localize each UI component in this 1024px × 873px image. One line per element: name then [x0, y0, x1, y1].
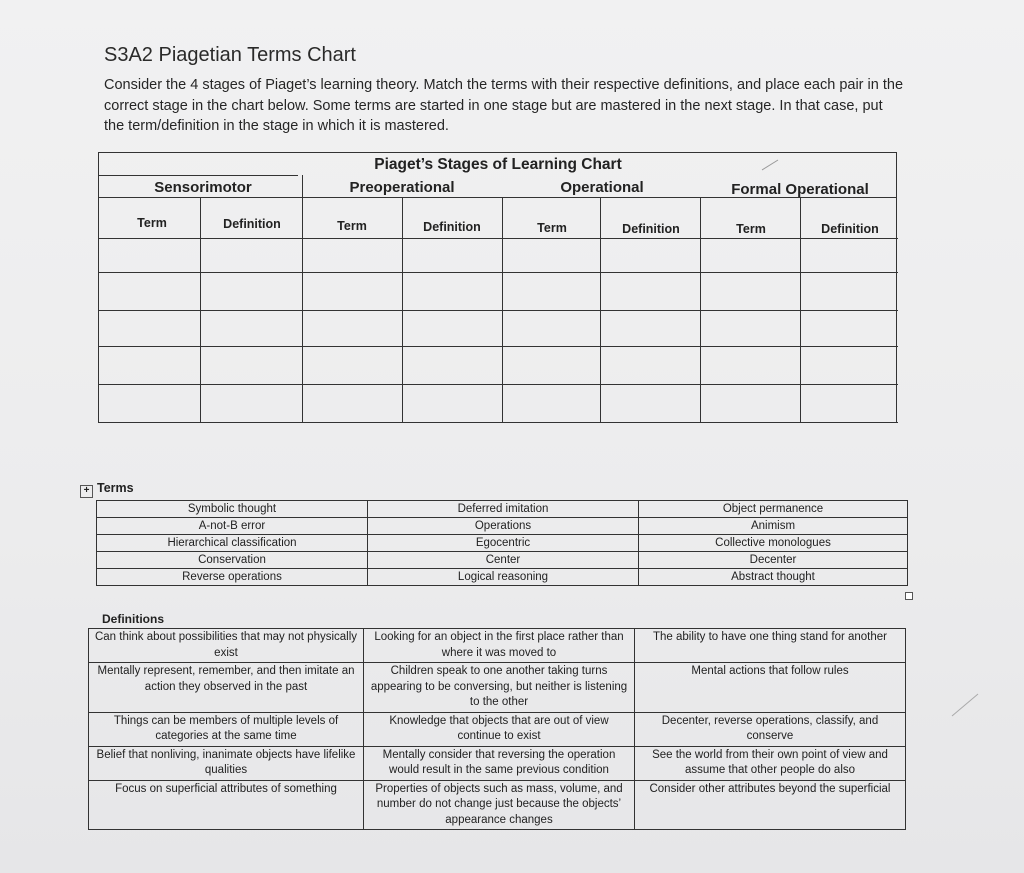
definition-cell: The ability to have one thing stand for another [635, 629, 906, 663]
col-definition: Definition [423, 220, 481, 234]
definition-cell: Properties of objects such as mass, volume, and number do not change just because the objects’ appearance changes [364, 780, 635, 830]
chart-line [98, 346, 898, 347]
definitions-heading: Definitions [102, 612, 164, 626]
table-row [89, 629, 906, 663]
definition-cell: Focus on superficial attributes of something [89, 780, 364, 830]
page-title: S3A2 Piagetian Terms Chart [104, 44, 356, 66]
definition-cell: Belief that nonliving, inanimate objects have lifelike qualities [89, 746, 364, 780]
terms-label: Terms [97, 481, 134, 495]
chart-border-top [98, 152, 896, 153]
chart-line [98, 310, 898, 311]
pencil-mark [950, 690, 980, 720]
stage-preoperational: Preoperational [349, 179, 455, 196]
table-row [97, 535, 908, 552]
table-row [97, 501, 908, 518]
term-cell: A-not-B error [97, 518, 368, 535]
definition-cell: Decenter, reverse operations, classify, and conserve [635, 712, 906, 746]
terms-heading [80, 481, 134, 498]
instructions: Consider the 4 stages of Piaget’s learning theory. Match the terms with their respective definitions, and place each pair in the correct stage in the chart below. Some terms are started in one stage but are mastered in the next stage. In that case, put the term/definition in the stage in which it is mastered. [104, 77, 904, 134]
definition-cell: Mentally represent, remember, and then imitate an action they observed in the past [89, 663, 364, 713]
chart-border-bottom [98, 422, 898, 423]
term-cell: Animism [639, 518, 908, 535]
resize-handle[interactable] [905, 592, 913, 600]
definition-cell: See the world from their own point of view and assume that other people do also [635, 746, 906, 780]
chart-line [98, 175, 298, 176]
move-handle-icon[interactable]: + [80, 485, 93, 498]
col-definition: Definition [223, 217, 281, 231]
chart-line [98, 238, 898, 239]
col-term: Term [137, 216, 167, 230]
term-cell: Reverse operations [97, 569, 368, 586]
definition-cell: Children speak to one another taking turns appearing to be conversing, but neither is listening to the other [364, 663, 635, 713]
definitions-table [88, 628, 906, 830]
term-cell: Collective monologues [639, 535, 908, 552]
definition-cell: Mental actions that follow rules [635, 663, 906, 713]
pencil-mark [760, 158, 780, 172]
term-cell: Operations [368, 518, 639, 535]
col-term: Term [337, 219, 367, 233]
definition-cell: Consider other attributes beyond the superficial [635, 780, 906, 830]
col-term: Term [736, 222, 766, 236]
stage-operational: Operational [560, 179, 644, 196]
table-row [89, 663, 906, 713]
col-definition: Definition [622, 222, 680, 236]
term-cell: Logical reasoning [368, 569, 639, 586]
table-row [89, 712, 906, 746]
table-row [89, 780, 906, 830]
term-cell: Symbolic thought [97, 501, 368, 518]
term-cell: Hierarchical classification [97, 535, 368, 552]
table-row [97, 552, 908, 569]
term-cell: Conservation [97, 552, 368, 569]
chart-title: Piaget’s Stages of Learning Chart [374, 156, 622, 173]
definition-cell: Can think about possibilities that may not physically exist [89, 629, 364, 663]
chart-line [200, 197, 201, 423]
term-cell: Abstract thought [639, 569, 908, 586]
term-cell: Center [368, 552, 639, 569]
chart-line [98, 272, 898, 273]
terms-table [96, 500, 908, 586]
definition-cell: Mentally consider that reversing the operation would result in the same previous condition [364, 746, 635, 780]
term-cell: Object permanence [639, 501, 908, 518]
stage-formal-operational: Formal Operational [731, 181, 869, 198]
definition-cell: Looking for an object in the first place rather than where it was moved to [364, 629, 635, 663]
table-row [89, 746, 906, 780]
col-definition: Definition [821, 222, 879, 236]
chart-line [302, 175, 303, 423]
chart-line [98, 384, 898, 385]
term-cell: Egocentric [368, 535, 639, 552]
table-row [97, 569, 908, 586]
definition-cell: Knowledge that objects that are out of view continue to exist [364, 712, 635, 746]
term-cell: Deferred imitation [368, 501, 639, 518]
col-term: Term [537, 221, 567, 235]
stages-chart [98, 152, 898, 424]
definition-cell: Things can be members of multiple levels of categories at the same time [89, 712, 364, 746]
stage-sensorimotor: Sensorimotor [154, 179, 252, 196]
table-row [97, 518, 908, 535]
term-cell: Decenter [639, 552, 908, 569]
